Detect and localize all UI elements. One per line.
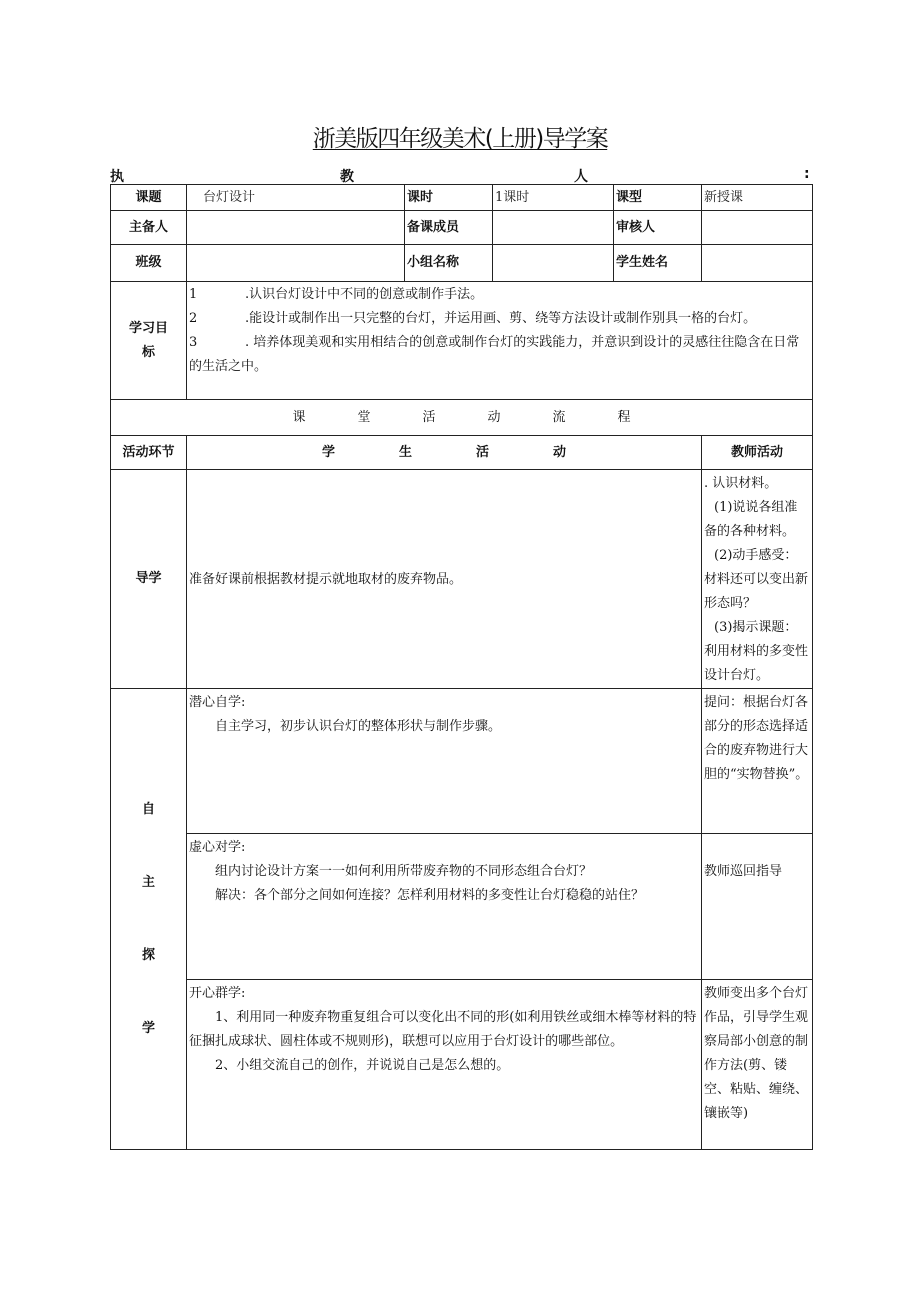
goal-item-1 <box>189 283 810 307</box>
guide-teacher-line: (1)说说各组准备的各种材料。 <box>704 500 798 539</box>
goal-number: 2 <box>189 311 198 326</box>
pair-study-line: 解决：各个部分之间如何连接？怎样利用材料的多变性让台灯稳稳的站住？ <box>215 888 645 903</box>
group-label: 小组名称 <box>405 245 493 282</box>
reviewer-value <box>702 211 813 245</box>
group-study-teacher-activity <box>702 980 813 1150</box>
goal-number: 3 <box>189 335 198 350</box>
flow-char: 活 <box>422 409 436 425</box>
student-activity-header <box>187 436 702 470</box>
members-value <box>493 211 614 245</box>
stage-header: 活动环节 <box>111 436 187 470</box>
goal-number: 1 <box>189 287 198 302</box>
topic-value: 台灯设计 <box>187 185 405 211</box>
flow-header <box>111 400 813 436</box>
author-char-3: 人 <box>574 169 588 185</box>
group-study-heading: 开心群学: <box>189 986 246 1001</box>
class-label: 班级 <box>111 245 187 282</box>
column-header-row <box>111 436 813 470</box>
goal-item-3 <box>189 331 810 379</box>
explore-row-2 <box>111 834 813 980</box>
goals-label-line1: 学习目 <box>128 320 168 336</box>
goals-label <box>111 282 187 400</box>
author-char-1: 执 <box>110 169 124 185</box>
flow-char: 课 <box>292 409 306 425</box>
group-value <box>493 245 614 282</box>
goal-text: .能设计或制作出一只完整的台灯，并运用画、剪、绕等方法设计或制作别具一格的台灯。 <box>245 311 757 326</box>
guide-label: 导学 <box>111 470 187 689</box>
reviewer-label: 审核人 <box>614 211 702 245</box>
flow-char: 流 <box>552 409 566 425</box>
author-char-2: 教 <box>340 169 354 185</box>
goals-content <box>187 282 813 400</box>
group-study-student-activity <box>187 980 702 1150</box>
preparer-value <box>187 211 405 245</box>
guide-student-text: 准备好课前根据教材提示就地取材的废弃物品。 <box>189 572 463 587</box>
student-header-char: 动 <box>553 444 567 460</box>
goal-text: .认识台灯设计中不同的创意或制作手法。 <box>245 287 484 302</box>
lesson-table <box>110 184 813 1150</box>
author-char-4: : <box>804 166 810 182</box>
student-name-value <box>702 245 813 282</box>
guide-teacher-line: (3)揭示课题：利用材料的多变性设计台灯。 <box>704 620 809 683</box>
guide-student-activity <box>187 470 702 689</box>
type-label: 课型 <box>614 185 702 211</box>
author-row <box>110 166 812 186</box>
self-study-teacher-activity <box>702 689 813 834</box>
flow-char: 堂 <box>357 409 371 425</box>
info-row-class <box>111 245 813 282</box>
student-header-char: 学 <box>321 444 335 460</box>
info-row-preparer <box>111 211 813 245</box>
guide-teacher-line: (2)动手感受：材料还可以变出新形态吗？ <box>704 548 809 611</box>
flow-char: 程 <box>617 409 631 425</box>
explore-label-char: 学 <box>141 1020 155 1036</box>
student-header-char: 活 <box>476 444 490 460</box>
guide-teacher-activity <box>702 470 813 689</box>
self-study-heading: 潜心自学: <box>189 695 246 710</box>
period-label: 课时 <box>405 185 493 211</box>
flow-char: 动 <box>487 409 501 425</box>
pair-study-heading: 虚心对学: <box>189 840 246 855</box>
explore-label-char: 探 <box>141 947 155 963</box>
student-header-char: 生 <box>398 444 412 460</box>
topic-label: 课题 <box>111 185 187 211</box>
info-row-topic <box>111 185 813 211</box>
pair-study-line: 组内讨论设计方案一一如何利用所带废弃物的不同形态组合台灯？ <box>215 864 593 879</box>
explore-row-3 <box>111 980 813 1150</box>
self-study-student-activity <box>187 689 702 834</box>
goal-text: . 培养体现美观和实用相结合的创意或制作台灯的实践能力，并意识到设计的灵感往往隐含在日常的生活之中。 <box>189 335 800 374</box>
explore-label-char: 自 <box>141 801 155 817</box>
self-study-teacher-text: 提问：根据台灯各部分的形态选择适合的废弃物进行大胆的“实物替换”。 <box>704 695 809 782</box>
document-title: 浙美版四年级美术(上册)导学案 <box>312 126 608 152</box>
goals-row <box>111 282 813 400</box>
guide-teacher-line: . 认识材料。 <box>704 476 778 491</box>
teacher-activity-header: 教师活动 <box>702 436 813 470</box>
group-study-line: 1、利用同一种废弃物重复组合可以变化出不同的形(如利用铁丝或细木棒等材料的特征捆扎成球状、圆柱体或不规则形)，联想可以应用于台灯设计的哪些部位。 <box>189 1010 697 1049</box>
self-study-line: 自主学习，初步认识台灯的整体形状与制作步骤。 <box>215 719 502 734</box>
explore-row-1 <box>111 689 813 834</box>
pair-study-student-activity <box>187 834 702 980</box>
explore-label-char: 主 <box>141 874 155 890</box>
goal-item-2 <box>189 307 810 331</box>
period-value: 1课时 <box>493 185 614 211</box>
explore-label <box>111 689 187 1150</box>
student-name-label: 学生姓名 <box>614 245 702 282</box>
preparer-label: 主备人 <box>111 211 187 245</box>
flow-header-row <box>111 400 813 436</box>
class-value <box>187 245 405 282</box>
pair-study-teacher-activity <box>702 834 813 980</box>
goals-label-line2: 标 <box>141 344 155 360</box>
pair-study-teacher-text: 教师巡回指导 <box>704 864 783 879</box>
type-value: 新授课 <box>702 185 813 211</box>
group-study-teacher-text: 教师变出多个台灯作品，引导学生观察局部小创意的制作方法(剪、镂空、粘贴、缠绕、镶嵌等) <box>704 986 809 1121</box>
guide-row <box>111 470 813 689</box>
members-label: 备课成员 <box>405 211 493 245</box>
group-study-line: 2、小组交流自己的创作，并说说自己是怎么想的。 <box>215 1058 510 1073</box>
